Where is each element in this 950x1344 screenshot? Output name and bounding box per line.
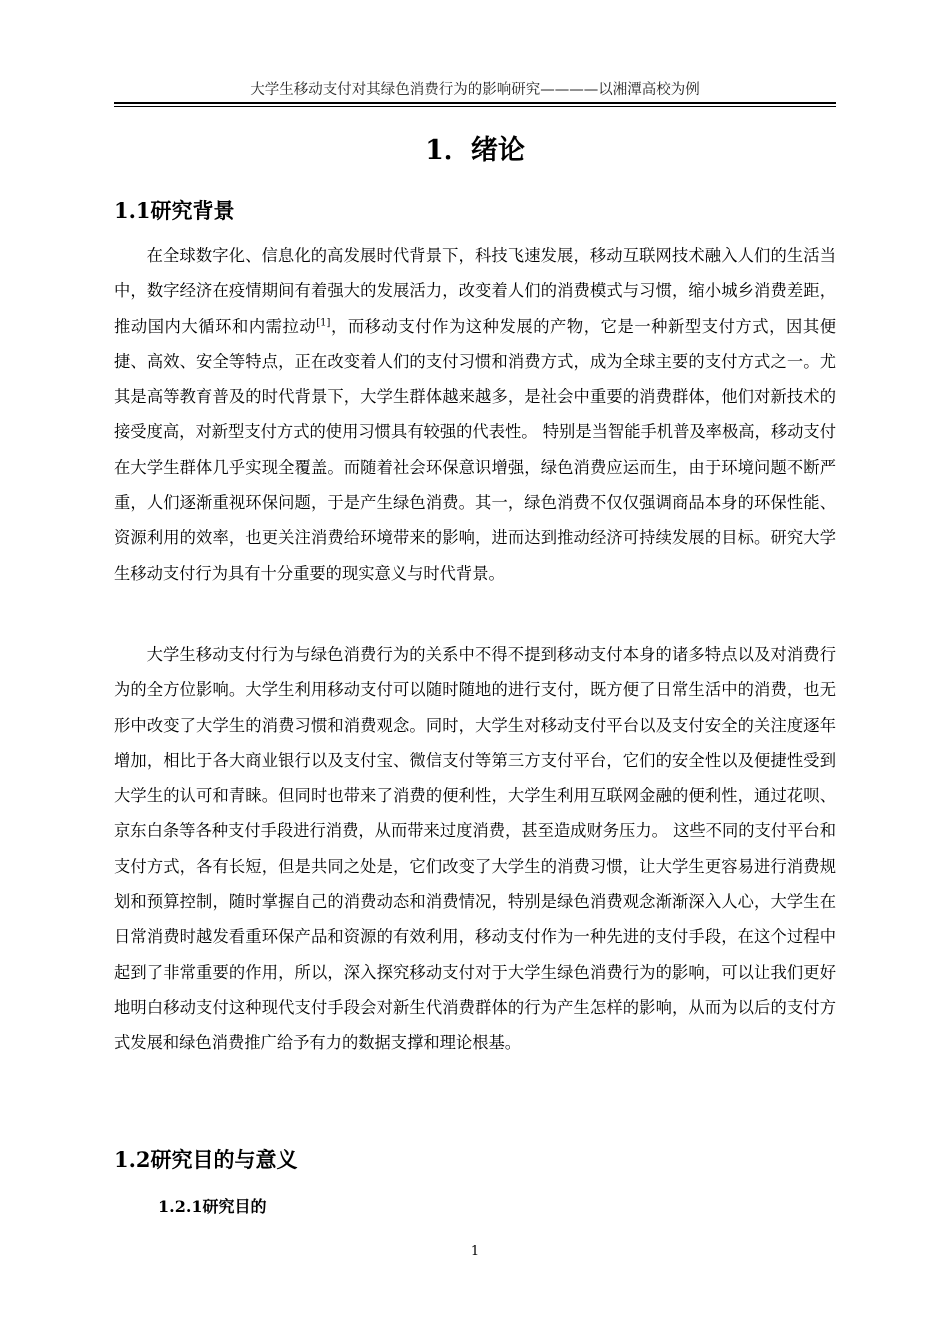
- paragraph-background-2: 大学生移动支付行为与绿色消费行为的关系中不得不提到移动支付本身的诸多特点以及对消费行为的全方位影响。大学生利用移动支付可以随时随地的进行支付，既方便了日常生活中的消费，也无形中改变了大学生的消费习惯和消费观念。同时，大学生对移动支付平台以及支付安全的关注度逐年增加，相比于各大商业银行以及支付宝、微信支付等第三方支付平台，它们的安全性以及便捷性受到大学生的认可和青睐。但同时也带来了消费的便利性，大学生利用互联网金融的便利性，通过花呗、京东白条等各种支付手段进行消费，从而带来过度消费，甚至造成财务压力。 这些不同的支付平台和支付方式，各有长短，但是共同之处是，它们改变了大学生的消费习惯，让大学生更容易进行消费规划和预算控制，随时掌握自己的消费动态和消费情况，特别是绿色消费观念渐渐深入人心，大学生在日常消费时越发看重环保产品和资源的有效利用，移动支付作为一种先进的支付手段，在这个过程中起到了非常重要的作用，所以，深入探究移动支付对于大学生绿色消费行为的影响，可以让我们更好地明白移动支付这种现代支付手段会对新生代消费群体的行为产生怎样的影响，从而为以后的支付方式发展和绿色消费推广给予有力的数据支撑和理论根基。: [114, 645, 836, 1053]
- paragraph-text: 在全球数字化、信息化的高发展时代背景下，科技飞速发展，移动互联网技术融入人们的生活当中，数字经济在疫情期间有着强大的发展活力，改变着人们的消费模式与习惯，缩小城乡消费差距，推动国内大循环和内需拉动: [114, 246, 836, 336]
- page-number: 1: [470, 1244, 480, 1259]
- header-divider-thin: [114, 106, 836, 107]
- chapter-title: 1．绪论: [425, 135, 525, 166]
- section-title-1-1: 1.1研究背景: [114, 198, 235, 223]
- paragraph-text: ，而移动支付作为这种发展的产物，它是一种新型支付方式，因其便捷、高效、安全等特点，正在改变着人们的支付习惯和消费方式，成为全球主要的支付方式之一。尤其是高等教育普及的时代背景下，大学生群体越来越多，是社会中重要的消费群体，他们对新技术的接受度高，对新型支付方式的使用习惯具有较强的代表性。 特别是当智能手机普及率极高，移动支付在大学生群体几乎实现全覆盖。而随着社会环保意识增强，绿色消费应运而生，由于环境问题不断严重，人们逐渐重视环保问题，于是产生绿色消费。其一，绿色消费不仅仅强调商品本身的环保性能、资源利用的效率，也更关注消费给环境带来的影响，进而达到推动经济可持续发展的目标。研究大学生移动支付行为具有十分重要的现实意义与时代背景。: [114, 316, 836, 583]
- header-divider: [114, 102, 836, 104]
- running-header: 大学生移动支付对其绿色消费行为的影响研究————以湘潭高校为例: [250, 82, 700, 98]
- section-title-1-2: 1.2研究目的与意义: [114, 1147, 298, 1172]
- citation-marker[interactable]: [1]: [316, 317, 331, 329]
- paragraph-background-1: [114, 238, 836, 591]
- subsection-title-1-2-1: 1.2.1研究目的: [158, 1197, 267, 1216]
